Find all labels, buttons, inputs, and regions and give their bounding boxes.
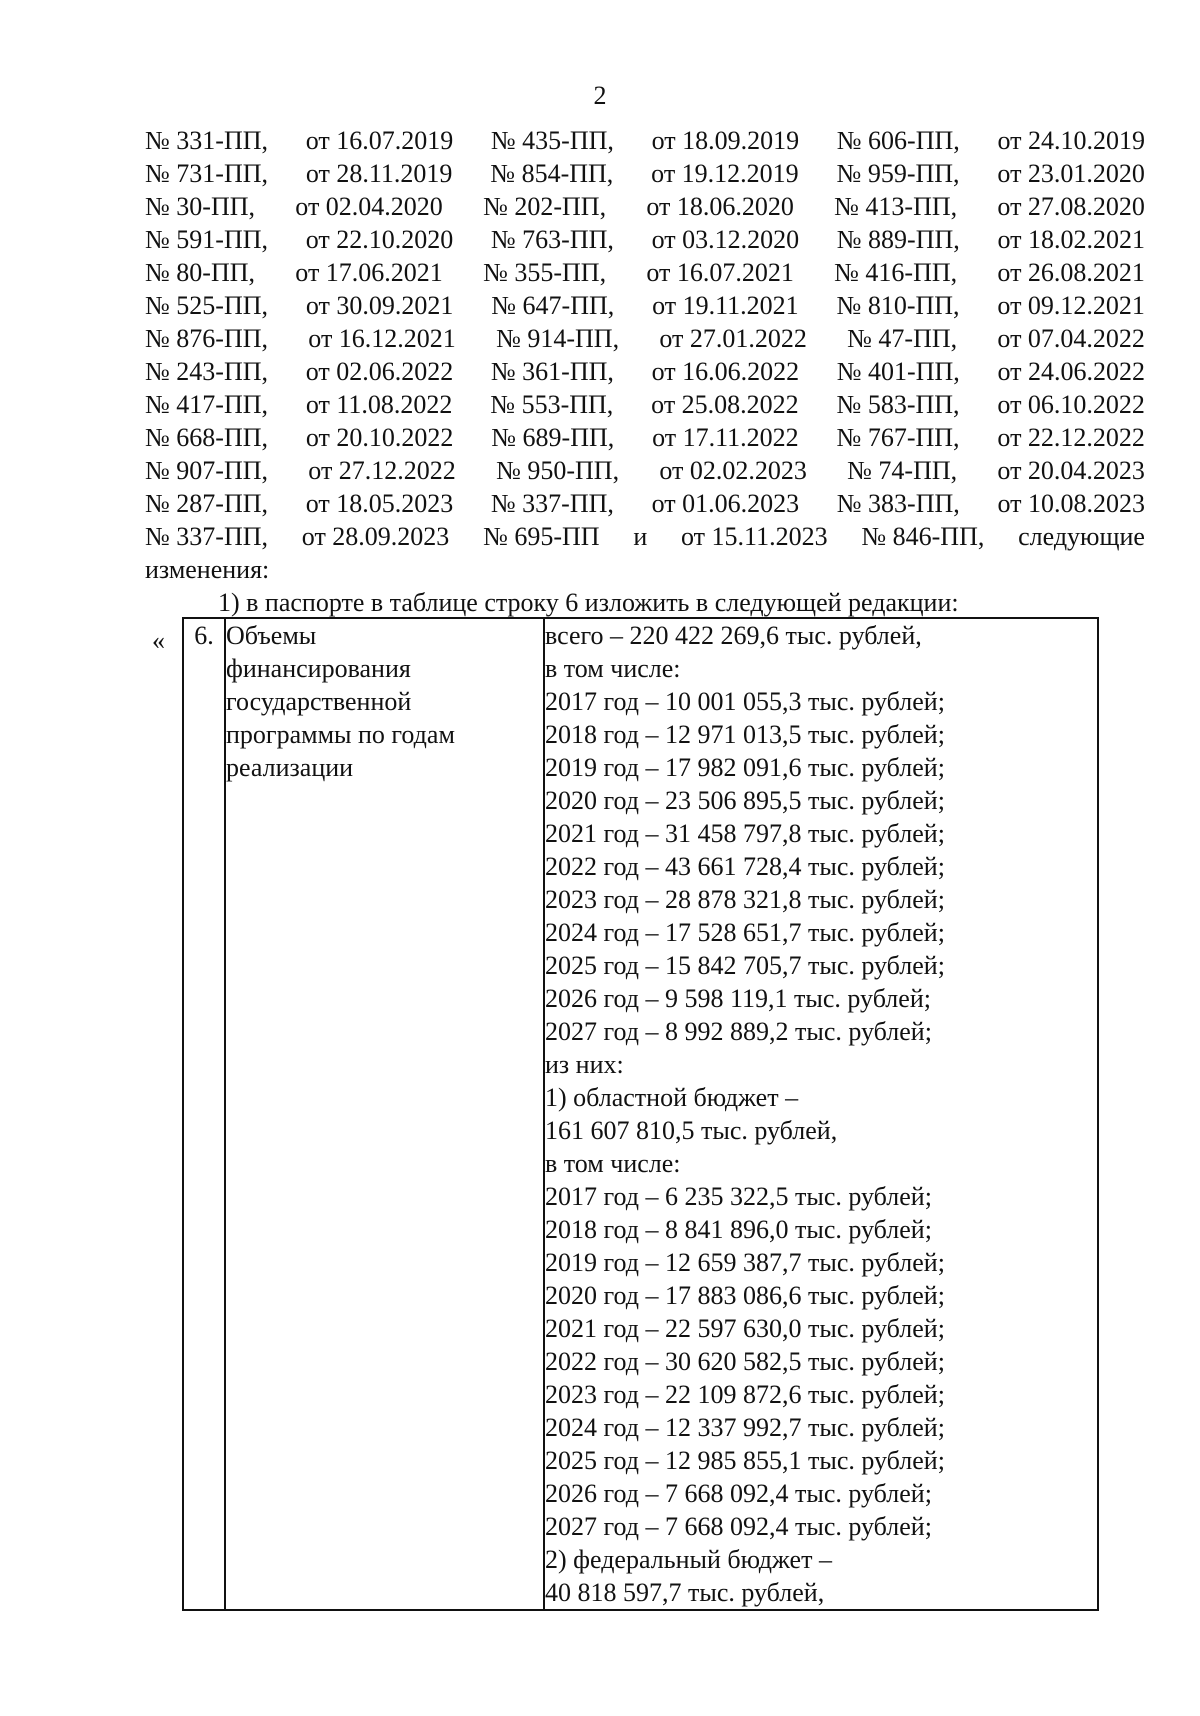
reference-number: № 243-ПП, — [145, 357, 269, 386]
funding-line: 2022 год – 30 620 582,5 тыс. рублей; — [545, 1347, 945, 1376]
reference-date: от 03.12.2020 — [651, 225, 800, 254]
funding-line: 2027 год – 8 992 889,2 тыс. рублей; — [545, 1017, 932, 1046]
reference-date: от 18.09.2019 — [651, 126, 800, 155]
row-name-line: финансирования — [226, 654, 411, 683]
reference-date: от 25.08.2022 — [651, 390, 799, 419]
funding-line: 2024 год – 17 528 651,7 тыс. рублей; — [545, 918, 945, 947]
reference-date: от 28.11.2019 — [305, 159, 453, 188]
reference-line — [145, 256, 1145, 289]
reference-line — [145, 421, 1145, 454]
reference-number: № 74-ПП, — [847, 456, 958, 485]
funding-line: 2026 год – 9 598 119,1 тыс. рублей; — [545, 984, 931, 1013]
reference-date: от 16.07.2021 — [646, 258, 794, 287]
row-name-line: Объемы — [226, 621, 317, 650]
row-name-line: реализации — [226, 753, 354, 782]
reference-date: от 20.10.2022 — [305, 423, 454, 452]
row-name-line: программы по годам — [226, 720, 455, 749]
reference-number: № 553-ПП, — [490, 390, 614, 419]
reference-date: от 27.12.2022 — [308, 456, 456, 485]
funding-line: 2022 год – 43 661 728,4 тыс. рублей; — [545, 852, 945, 881]
reference-date: от 07.04.2022 — [997, 324, 1145, 353]
reference-date: от 20.04.2023 — [997, 456, 1145, 485]
reference-date: от 15.11.2023 — [681, 522, 828, 551]
reference-date: от 09.12.2021 — [997, 291, 1145, 320]
funding-line: 2026 год – 7 668 092,4 тыс. рублей; — [545, 1479, 932, 1508]
continuation-word: следующие — [1018, 522, 1145, 551]
reference-number: № 401-ПП, — [836, 357, 960, 386]
row-name-line: государственной — [226, 687, 412, 716]
reference-date: от 02.06.2022 — [305, 357, 454, 386]
reference-date: от 24.10.2019 — [997, 126, 1145, 155]
reference-line — [145, 487, 1145, 520]
row-name-cell — [225, 618, 544, 1610]
reference-number: № 695-ПП — [483, 522, 600, 551]
conjunction: и — [633, 522, 648, 551]
funding-line: 2023 год – 22 109 872,6 тыс. рублей; — [545, 1380, 945, 1409]
reference-number: № 591-ПП, — [145, 225, 269, 254]
resolution-references — [145, 124, 1145, 586]
funding-line: в том числе: — [545, 1149, 681, 1178]
funding-line: 2017 год – 10 001 055,3 тыс. рублей; — [545, 687, 945, 716]
reference-date: от 02.02.2023 — [659, 456, 807, 485]
reference-line — [145, 322, 1145, 355]
reference-date: от 06.10.2022 — [997, 390, 1145, 419]
reference-number: № 80-ПП, — [145, 258, 256, 287]
reference-date: от 11.08.2022 — [305, 390, 453, 419]
reference-line — [145, 355, 1145, 388]
reference-number: № 907-ПП, — [145, 456, 269, 485]
reference-date: от 18.06.2020 — [646, 192, 794, 221]
reference-date: от 22.10.2020 — [305, 225, 454, 254]
reference-date: от 16.07.2019 — [305, 126, 454, 155]
reference-date: от 17.06.2021 — [295, 258, 443, 287]
funding-line: 2018 год – 8 841 896,0 тыс. рублей; — [545, 1215, 932, 1244]
reference-number: № 47-ПП, — [847, 324, 958, 353]
reference-date: от 10.08.2023 — [997, 489, 1145, 518]
reference-date: от 27.08.2020 — [997, 192, 1145, 221]
funding-line: 2020 год – 17 883 086,6 тыс. рублей; — [545, 1281, 945, 1310]
reference-number: № 30-ПП, — [145, 192, 256, 221]
reference-number: № 583-ПП, — [836, 390, 960, 419]
funding-line: 161 607 810,5 тыс. рублей, — [545, 1116, 838, 1145]
reference-date: от 19.12.2019 — [651, 159, 799, 188]
reference-date: от 22.12.2022 — [997, 423, 1145, 452]
reference-date: от 28.09.2023 — [301, 522, 450, 551]
funding-line: 2020 год – 23 506 895,5 тыс. рублей; — [545, 786, 945, 815]
reference-line — [145, 124, 1145, 157]
reference-date: от 27.01.2022 — [659, 324, 807, 353]
funding-line: 2021 год – 31 458 797,8 тыс. рублей; — [545, 819, 945, 848]
reference-number: № 331-ПП, — [145, 126, 269, 155]
funding-line: 1) областной бюджет – — [545, 1083, 799, 1112]
reference-date: от 17.11.2022 — [652, 423, 799, 452]
funding-line: 2019 год – 17 982 091,6 тыс. рублей; — [545, 753, 945, 782]
reference-number: № 914-ПП, — [496, 324, 620, 353]
reference-date: от 16.06.2022 — [651, 357, 800, 386]
funding-line: 2017 год – 6 235 322,5 тыс. рублей; — [545, 1182, 932, 1211]
reference-date: от 01.06.2023 — [651, 489, 800, 518]
reference-date: от 26.08.2021 — [997, 258, 1145, 287]
reference-number: № 763-ПП, — [490, 225, 614, 254]
row-number-cell: 6. — [183, 618, 225, 1610]
reference-number: № 647-ПП, — [491, 291, 615, 320]
reference-line-last — [145, 520, 1145, 553]
reference-number: № 959-ПП, — [836, 159, 960, 188]
reference-number: № 731-ПП, — [145, 159, 269, 188]
reference-number: № 854-ПП, — [490, 159, 614, 188]
reference-line — [145, 388, 1145, 421]
reference-number: № 202-ПП, — [483, 192, 607, 221]
reference-number: № 525-ПП, — [145, 291, 269, 320]
funding-line: 2025 год – 12 985 855,1 тыс. рублей; — [545, 1446, 945, 1475]
reference-number: № 337-ПП, — [145, 522, 269, 551]
reference-number: № 413-ПП, — [834, 192, 958, 221]
reference-number: № 416-ПП, — [834, 258, 958, 287]
reference-date: от 24.06.2022 — [997, 357, 1145, 386]
reference-number: № 767-ПП, — [836, 423, 960, 452]
funding-line: из них: — [545, 1050, 624, 1079]
reference-number: № 287-ПП, — [145, 489, 269, 518]
reference-number: № 889-ПП, — [836, 225, 960, 254]
funding-line: 2019 год – 12 659 387,7 тыс. рублей; — [545, 1248, 945, 1277]
continuation-text: изменения: — [145, 555, 270, 584]
reference-date: от 02.04.2020 — [295, 192, 443, 221]
reference-number: № 950-ПП, — [496, 456, 620, 485]
funding-line: всего – 220 422 269,6 тыс. рублей, — [545, 621, 922, 650]
funding-line: в том числе: — [545, 654, 681, 683]
amendment-point-1: 1) в паспорте в таблице строку 6 изложить в следующей редакции: — [218, 588, 959, 617]
reference-number: № 355-ПП, — [483, 258, 607, 287]
reference-line — [145, 223, 1145, 256]
reference-number: № 689-ПП, — [491, 423, 615, 452]
page-number: 2 — [593, 81, 607, 110]
reference-number: № 876-ПП, — [145, 324, 269, 353]
reference-number: № 668-ПП, — [145, 423, 269, 452]
passport-table — [182, 617, 1099, 1611]
funding-line: 40 818 597,7 тыс. рублей, — [545, 1578, 825, 1607]
funding-line: 2024 год – 12 337 992,7 тыс. рублей; — [545, 1413, 945, 1442]
funding-line: 2018 год – 12 971 013,5 тыс. рублей; — [545, 720, 945, 749]
reference-date: от 18.02.2021 — [997, 225, 1145, 254]
reference-line — [145, 454, 1145, 487]
funding-line: 2025 год – 15 842 705,7 тыс. рублей; — [545, 951, 945, 980]
reference-date: от 30.09.2021 — [305, 291, 454, 320]
reference-line — [145, 190, 1145, 223]
reference-line — [145, 289, 1145, 322]
funding-line: 2) федеральный бюджет – — [545, 1545, 832, 1574]
reference-number: № 417-ПП, — [145, 390, 269, 419]
reference-date: от 19.11.2021 — [652, 291, 799, 320]
opening-quote: « — [152, 626, 165, 655]
reference-number: № 361-ПП, — [490, 357, 614, 386]
reference-number: № 606-ПП, — [836, 126, 960, 155]
table-row — [183, 618, 1098, 1610]
reference-number: № 846-ПП, — [861, 522, 985, 551]
funding-line: 2021 год – 22 597 630,0 тыс. рублей; — [545, 1314, 945, 1343]
reference-number: № 810-ПП, — [836, 291, 960, 320]
reference-number: № 435-ПП, — [490, 126, 614, 155]
funding-line: 2027 год – 7 668 092,4 тыс. рублей; — [545, 1512, 932, 1541]
row-value-cell — [544, 618, 1098, 1610]
reference-date: от 16.12.2021 — [308, 324, 456, 353]
reference-number: № 383-ПП, — [836, 489, 960, 518]
funding-line: 2023 год – 28 878 321,8 тыс. рублей; — [545, 885, 945, 914]
reference-date: от 18.05.2023 — [305, 489, 454, 518]
reference-line — [145, 157, 1145, 190]
reference-date: от 23.01.2020 — [997, 159, 1145, 188]
reference-number: № 337-ПП, — [490, 489, 614, 518]
